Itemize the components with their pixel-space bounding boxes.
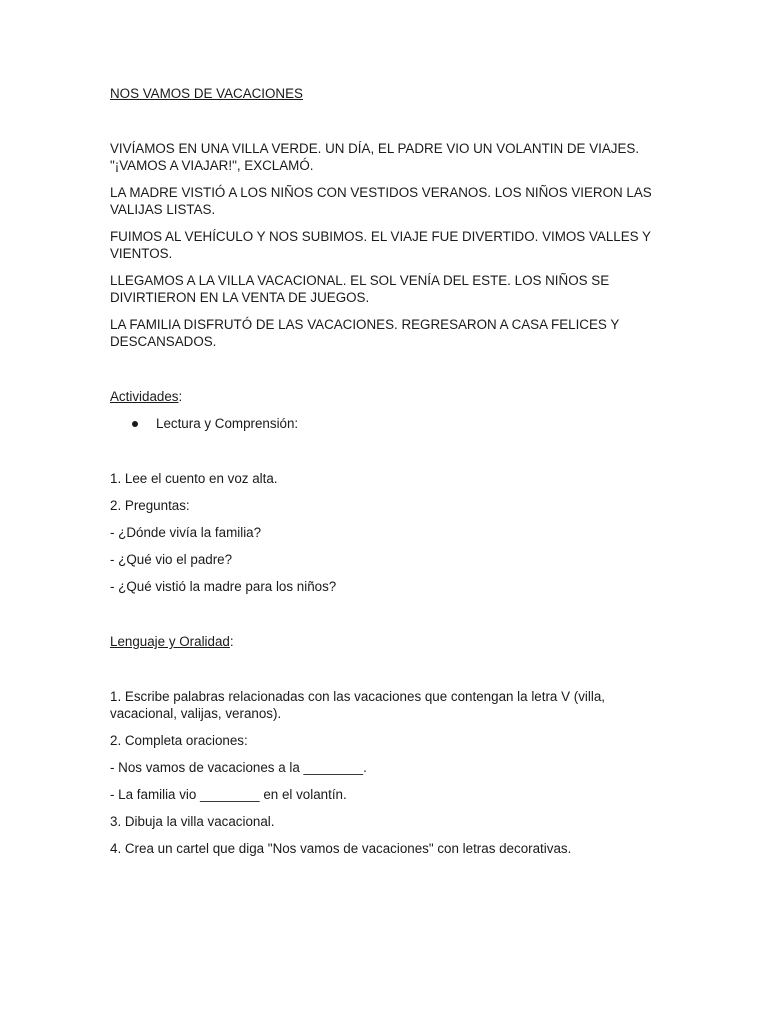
language-heading-text: Lenguaje y Oralidad [110, 634, 230, 649]
language-item: 3. Dibuja la villa vacacional. [110, 814, 275, 829]
story-section [110, 140, 670, 350]
story-paragraph: FUIMOS AL VEHÍCULO Y NOS SUBIMOS. EL VIAJE FUE DIVERTIDO. VIMOS VALLES Y VIENTOS. [110, 229, 651, 261]
bullet-icon [132, 421, 138, 427]
story-paragraph: LA FAMILIA DISFRUTÓ DE LAS VACACIONES. REGRESARON A CASA FELICES Y DESCANSADOS. [110, 317, 620, 349]
activities-heading-text: Actividades [110, 389, 179, 404]
language-item: 4. Crea un cartel que diga "Nos vamos de vacaciones" con letras decorativas. [110, 841, 572, 856]
story-paragraph: LA MADRE VISTIÓ A LOS NIÑOS CON VESTIDOS VERANOS. LOS NIÑOS VIERON LAS VALIJAS LISTAS. [110, 185, 652, 217]
activities-heading-colon: : [178, 389, 183, 404]
activities-section [110, 388, 670, 595]
language-heading [110, 633, 670, 650]
activities-bullet-list [110, 415, 670, 432]
story-paragraph: VIVÍAMOS EN UNA VILLA VERDE. UN DÍA, EL PADRE VIO UN VOLANTIN DE VIAJES. "¡VAMOS A VIAJAR!", EXCLAMÓ. [110, 141, 640, 173]
question-item: - ¿Qué vio el padre? [110, 552, 233, 567]
document-page [110, 85, 670, 857]
sentence-item: - La familia vio ________ en el volantín. [110, 787, 347, 802]
language-section [110, 633, 670, 857]
activities-heading [110, 388, 670, 405]
question-item: - ¿Dónde vivía la familia? [110, 525, 262, 540]
document-title: NOS VAMOS DE VACACIONES [110, 86, 303, 101]
language-item: 2. Completa oraciones: [110, 733, 248, 748]
bullet-item [110, 415, 670, 432]
story-paragraph: LLEGAMOS A LA VILLA VACACIONAL. EL SOL VENÍA DEL ESTE. LOS NIÑOS SE DIVIRTIERON EN LA VENTA DE JUEGOS. [110, 273, 610, 305]
language-item: 1. Escribe palabras relacionadas con las vacaciones que contengan la letra V (villa, vacacional, valijas, veranos). [110, 689, 605, 721]
language-heading-colon: : [229, 634, 234, 649]
sentence-item: - Nos vamos de vacaciones a la ________. [110, 760, 367, 775]
activity-item: 1. Lee el cuento en voz alta. [110, 471, 278, 486]
bullet-text: Lectura y Comprensión: [156, 416, 299, 431]
question-item: - ¿Qué vistió la madre para los niños? [110, 579, 337, 594]
activity-item: 2. Preguntas: [110, 498, 190, 513]
